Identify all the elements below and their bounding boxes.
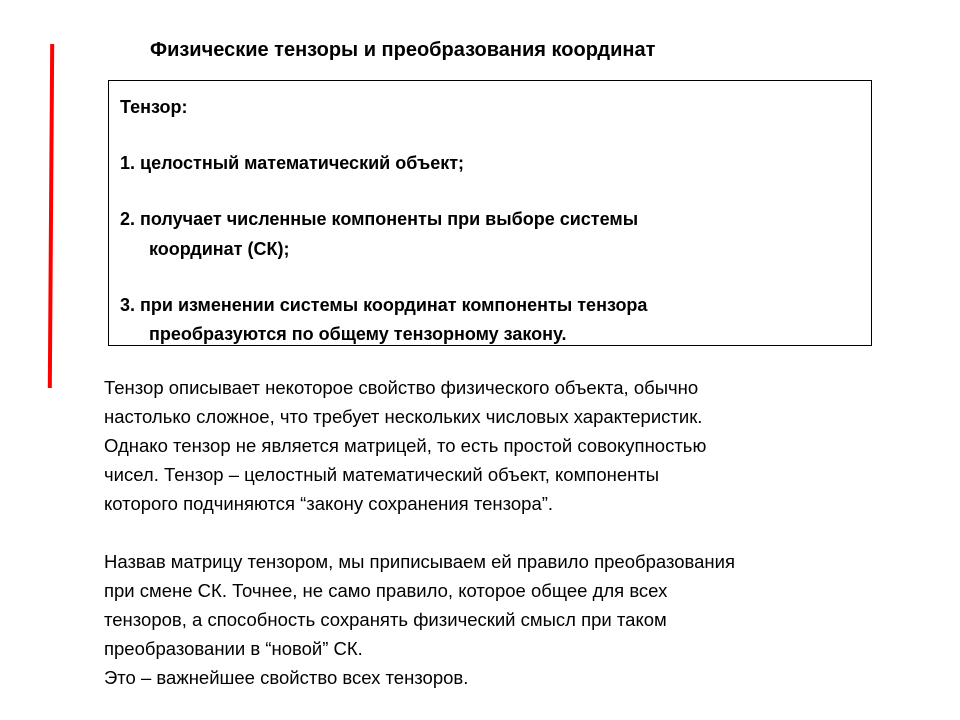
definition-item-3-line-2: преобразуются по общему тензорному закону.: [149, 324, 567, 344]
paragraph-2-line: тензоров, а способность сохранять физический смысл при таком: [104, 609, 667, 630]
paragraph-2-line: преобразовании в “новой” СК.: [104, 638, 363, 659]
red-accent-line: [48, 44, 54, 388]
definition-item-3-line-1: 3. при изменении системы координат компоненты тензора: [120, 295, 648, 315]
paragraph-2-line: Назвав матрицу тензором, мы приписываем ей правило преобразования: [104, 551, 735, 572]
slide-title: Физические тензоры и преобразования координат: [150, 39, 656, 61]
paragraph-2: [104, 547, 735, 692]
paragraph-1-line: которого подчиняются “закону сохранения тензора”.: [104, 493, 554, 514]
paragraph-2-line: при смене СК. Точнее, не само правило, которое общее для всех: [104, 580, 668, 601]
paragraph-1-line: настолько сложное, что требует нескольких числовых характеристик.: [104, 406, 703, 427]
definition-box: [108, 80, 872, 346]
definition-heading: Тензор:: [120, 97, 188, 117]
definition-item-2-line-1: 2. получает численные компоненты при выборе системы: [120, 209, 639, 229]
paragraph-1-line: чисел. Тензор – целостный математический объект, компоненты: [104, 464, 660, 485]
paragraph-2-line: Это – важнейшее свойство всех тензоров.: [104, 667, 469, 688]
paragraph-1-line: Однако тензор не является матрицей, то есть простой совокупностью: [104, 435, 707, 456]
paragraph-1-line: Тензор описывает некоторое свойство физического объекта, обычно: [104, 377, 699, 398]
paragraph-1: [104, 373, 706, 518]
definition-item-2-line-2: координат (СК);: [149, 239, 290, 259]
definition-item-1: 1. целостный математический объект;: [120, 153, 465, 173]
